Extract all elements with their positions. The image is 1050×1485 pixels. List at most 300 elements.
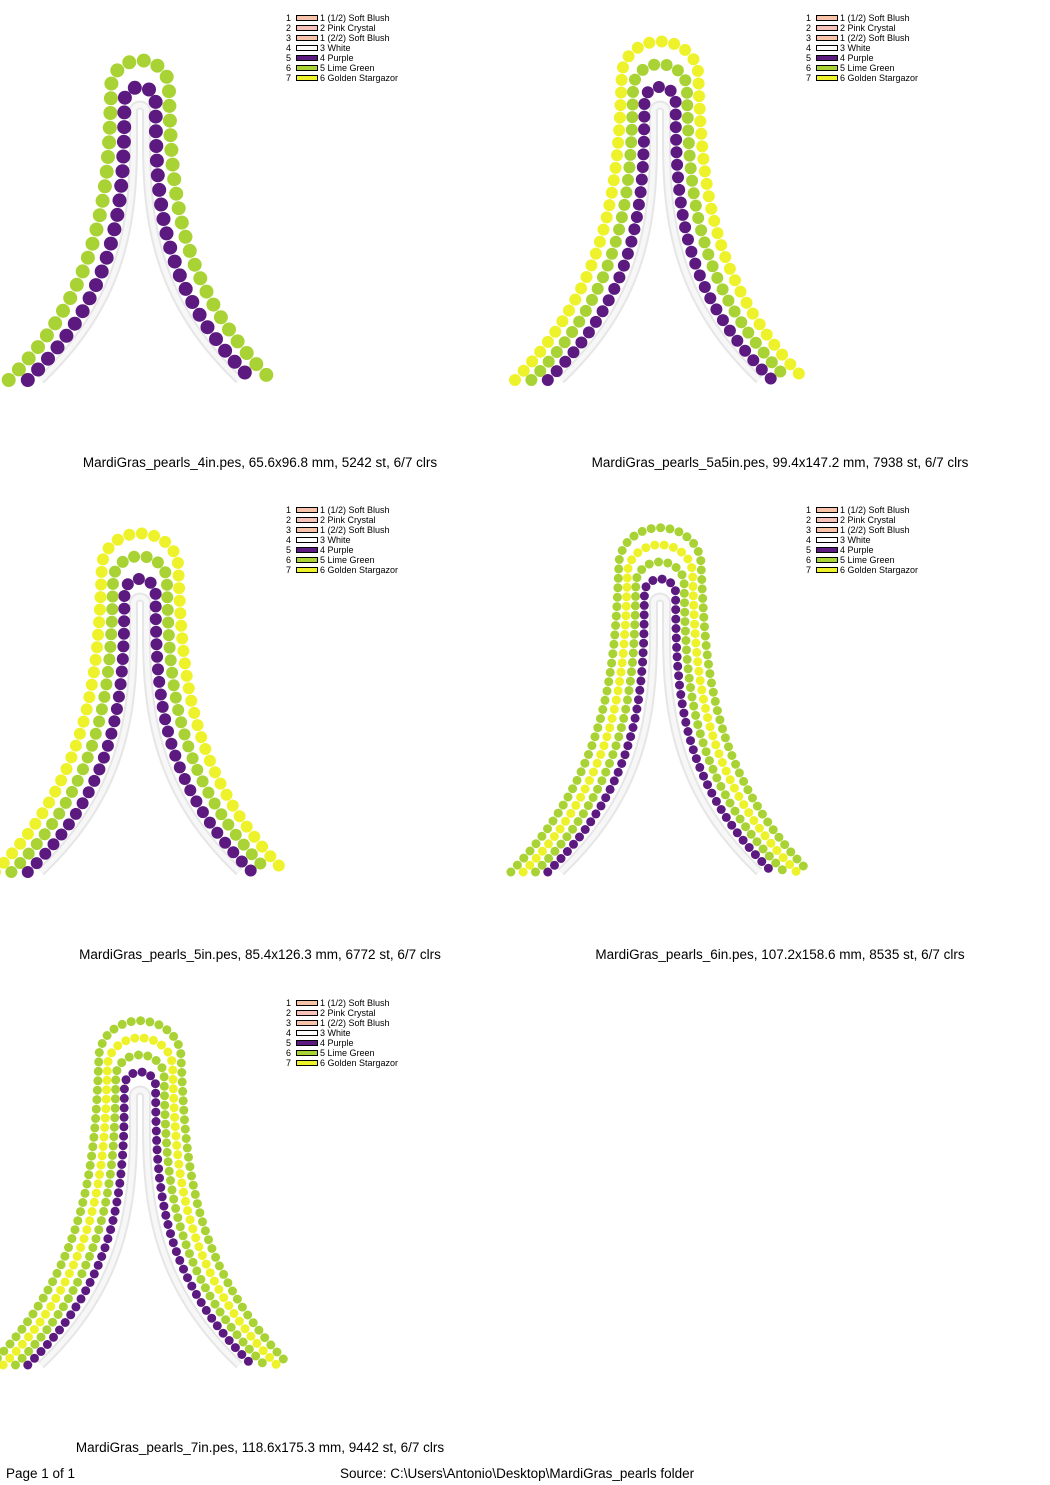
pearl: [608, 714, 617, 723]
pearl: [29, 1310, 38, 1319]
pearl: [618, 199, 630, 211]
pearl: [118, 628, 130, 640]
legend-label: 1 (1/2) Soft Blush: [320, 998, 390, 1008]
pearl: [117, 105, 131, 119]
legend-label: 1 (2/2) Soft Blush: [320, 1018, 390, 1028]
legend-row: [286, 43, 398, 53]
legend-number: 5: [286, 1038, 292, 1048]
pearl: [764, 864, 773, 873]
pearl: [104, 1057, 113, 1066]
pearl: [157, 1041, 166, 1050]
pearl: [219, 1293, 228, 1302]
pearl: [717, 805, 726, 814]
pearl: [708, 215, 720, 227]
pearl: [695, 763, 704, 772]
pearl: [168, 679, 180, 691]
pearl: [707, 678, 716, 687]
pearl: [24, 1347, 33, 1356]
legend-label: 5 Lime Green: [320, 1048, 375, 1058]
pearl: [648, 59, 660, 71]
pearl: [219, 1329, 228, 1338]
pearl: [98, 752, 110, 764]
pearl: [671, 146, 683, 158]
pearl: [171, 1204, 180, 1213]
pearl: [31, 857, 43, 869]
pearl: [150, 59, 164, 73]
pearl: [526, 355, 538, 367]
pearl: [543, 824, 552, 833]
pearl: [197, 775, 209, 787]
pearl: [621, 705, 630, 714]
pearl: [117, 1058, 126, 1067]
pearl: [671, 596, 680, 605]
pearl: [241, 1324, 250, 1333]
pearl: [29, 818, 41, 830]
pearl: [59, 329, 73, 343]
pearl: [739, 345, 751, 357]
pearl: [92, 1095, 101, 1104]
pearl: [519, 854, 528, 863]
pearl: [93, 1076, 102, 1085]
pearl: [59, 1302, 68, 1311]
pearl: [36, 807, 48, 819]
pearl: [744, 808, 753, 817]
color-swatch: [816, 557, 838, 563]
pearl: [100, 165, 114, 179]
pearl: [538, 861, 547, 870]
pearl: [768, 339, 780, 351]
pearl: [95, 1170, 104, 1179]
pearl: [606, 668, 615, 677]
pearl: [678, 570, 687, 579]
pearl: [623, 50, 635, 62]
pearl: [638, 123, 650, 135]
pearl: [710, 303, 722, 315]
satin-band: [561, 105, 759, 380]
pearl: [632, 42, 644, 54]
pearl: [169, 1075, 178, 1084]
pearl: [61, 763, 73, 775]
pearl: [627, 99, 639, 111]
pearl: [188, 1224, 197, 1233]
pearl: [106, 603, 118, 615]
pearl: [722, 767, 731, 776]
pearl: [603, 687, 612, 696]
legend-label: 5 Lime Green: [320, 63, 375, 73]
pearl: [73, 1252, 82, 1261]
pearl: [30, 1340, 39, 1349]
pearl: [24, 1332, 33, 1341]
pearl: [95, 1048, 104, 1057]
color-swatch: [296, 1040, 318, 1046]
legend-row: [806, 73, 918, 83]
pearl: [715, 715, 724, 724]
pearl: [222, 323, 236, 337]
pearl: [617, 61, 629, 73]
pearl: [680, 589, 689, 598]
pearl: [672, 171, 684, 183]
pearl: [90, 1123, 99, 1132]
pearl: [583, 326, 595, 338]
pearl: [167, 172, 181, 186]
pearl: [694, 547, 703, 556]
color-swatch: [816, 537, 838, 543]
legend-label: 4 Purple: [840, 53, 874, 63]
pearl: [614, 574, 623, 583]
satin-band: [41, 1090, 239, 1365]
pearl: [162, 617, 174, 629]
pearl: [679, 74, 691, 86]
pearl: [40, 328, 54, 342]
pearl: [176, 632, 188, 644]
pearl: [170, 1103, 179, 1112]
pearl: [778, 865, 787, 874]
pearl: [163, 1048, 172, 1057]
pearl: [5, 866, 17, 878]
pearl: [613, 124, 625, 136]
pearl: [749, 816, 758, 825]
pearl: [97, 1252, 106, 1261]
pearl: [638, 98, 650, 110]
color-swatch: [816, 35, 838, 41]
pearl: [698, 584, 707, 593]
pearl: [631, 601, 640, 610]
pearl: [122, 55, 136, 69]
pearl: [17, 1325, 26, 1334]
pearl: [151, 1108, 160, 1117]
pearl: [766, 839, 775, 848]
design-caption: MardiGras_pearls_6in.pes, 107.2x158.6 mm, 8535 st, 6/7 clrs: [595, 947, 965, 962]
pearl: [149, 124, 163, 138]
pearl: [750, 337, 762, 349]
pearl: [718, 758, 727, 767]
legend-row: [286, 535, 398, 545]
pearl: [675, 197, 687, 209]
pearl: [714, 749, 723, 758]
pearl: [161, 591, 173, 603]
legend-row: [806, 505, 918, 515]
pearl: [174, 1160, 183, 1169]
pearl: [18, 1340, 27, 1349]
pearl: [110, 1123, 119, 1132]
color-swatch: [296, 65, 318, 71]
pearl: [101, 1198, 110, 1207]
pearl: [763, 818, 772, 827]
pearl: [97, 1216, 106, 1225]
pearl: [633, 199, 645, 211]
pearl: [676, 690, 685, 699]
pearl: [204, 1235, 213, 1244]
pearl: [66, 786, 78, 798]
pearl: [584, 801, 593, 810]
legend-row: [806, 555, 918, 565]
pearl: [601, 793, 610, 802]
pearl: [234, 810, 246, 822]
pearl: [227, 846, 239, 858]
pearl: [154, 198, 168, 212]
pearl: [707, 260, 719, 272]
pearl: [183, 682, 195, 694]
pearl: [210, 1277, 219, 1286]
pearl: [607, 659, 616, 668]
legend-number: 3: [286, 525, 292, 535]
pearl: [89, 278, 103, 292]
pearl: [525, 861, 534, 870]
pearl: [86, 237, 100, 251]
pearl: [151, 168, 165, 182]
legend-number: 6: [286, 1048, 292, 1058]
pearl: [63, 291, 77, 305]
pearl: [701, 178, 713, 190]
pearl: [2, 373, 16, 387]
pearl: [690, 200, 702, 212]
pearl: [246, 848, 258, 860]
pearl: [209, 798, 221, 810]
pearl: [73, 1216, 82, 1225]
pearl: [76, 264, 90, 278]
pearl: [107, 591, 119, 603]
pearl: [580, 759, 589, 768]
pearl: [682, 234, 694, 246]
pearl: [693, 90, 705, 102]
pearl: [532, 839, 541, 848]
pearl: [173, 570, 185, 582]
pearl: [691, 629, 700, 638]
pearl: [689, 591, 698, 600]
pearl: [180, 1115, 189, 1124]
pearl: [671, 159, 683, 171]
pearl: [559, 356, 571, 368]
pearl: [112, 1066, 121, 1075]
pearl: [626, 732, 635, 741]
pearl: [151, 651, 163, 663]
color-swatch: [816, 547, 838, 553]
pearl: [635, 686, 644, 695]
pearl: [661, 59, 673, 71]
embroidery-preview: [540, 60, 780, 410]
pearl: [125, 1053, 134, 1062]
pearl: [610, 236, 622, 248]
pearl: [206, 298, 220, 312]
legend-number: 2: [286, 515, 292, 525]
pearl: [86, 1161, 95, 1170]
satin-band: [561, 105, 759, 380]
pearl: [246, 1332, 255, 1341]
color-swatch: [296, 557, 318, 563]
pearl: [650, 541, 659, 550]
pearl: [711, 697, 720, 706]
legend-number: 7: [286, 73, 292, 83]
pearl: [674, 527, 683, 536]
pearl: [765, 852, 774, 861]
legend-number: 7: [286, 1058, 292, 1068]
pearl: [168, 1185, 177, 1194]
pearl: [673, 184, 685, 196]
pearl: [43, 797, 55, 809]
pearl: [244, 1357, 253, 1366]
pearl: [94, 1067, 103, 1076]
pearl: [519, 868, 528, 877]
pearl: [69, 1286, 78, 1295]
pearl: [716, 782, 725, 791]
pearl: [165, 738, 177, 750]
pearl: [162, 84, 176, 98]
design-panel: [520, 0, 1040, 490]
pearl: [694, 269, 706, 281]
pearl: [117, 640, 129, 652]
legend-label: 1 (1/2) Soft Blush: [320, 505, 390, 515]
pearl: [682, 532, 691, 541]
color-swatch: [816, 65, 838, 71]
pearl: [668, 38, 680, 50]
pearl: [165, 1167, 174, 1176]
pearl: [168, 545, 180, 557]
page-number: Page 1 of 1: [6, 1466, 76, 1481]
pearl: [639, 648, 648, 657]
color-swatch: [296, 567, 318, 573]
pearl: [91, 641, 103, 653]
pearl: [94, 1057, 103, 1066]
pearl: [80, 1234, 89, 1243]
pearl: [118, 1020, 127, 1029]
pearl: [551, 346, 563, 358]
pearl: [160, 1101, 169, 1110]
pearl: [231, 334, 245, 348]
pearl: [574, 817, 583, 826]
pearl: [152, 183, 166, 197]
pearl: [771, 859, 780, 868]
pearl: [152, 1056, 161, 1065]
pearl: [640, 620, 649, 629]
pearl: [166, 1176, 175, 1185]
pearl: [618, 546, 627, 555]
color-swatch: [296, 55, 318, 61]
pearl: [525, 374, 537, 386]
pearl: [613, 271, 625, 283]
pearl: [575, 337, 587, 349]
pearl: [709, 688, 718, 697]
pearl: [601, 768, 610, 777]
pearl: [97, 553, 109, 565]
pearl: [708, 731, 717, 740]
pearl: [127, 1017, 136, 1026]
pearl: [576, 793, 585, 802]
legend-label: 4 Purple: [840, 545, 874, 555]
pearl: [77, 1269, 86, 1278]
pearl: [113, 193, 127, 207]
pearl: [630, 620, 639, 629]
pearl: [119, 1141, 128, 1150]
pearl: [83, 691, 95, 703]
pearl: [696, 140, 708, 152]
pearl: [681, 718, 690, 727]
pearl: [616, 74, 628, 86]
pearl: [584, 750, 593, 759]
pearl: [177, 1178, 186, 1187]
pearl: [557, 840, 566, 849]
pearl: [209, 766, 221, 778]
thread-legend: [806, 505, 918, 575]
pearl: [164, 1157, 173, 1166]
pearl: [623, 538, 632, 547]
pearl: [164, 143, 178, 157]
pearl: [173, 1150, 182, 1159]
pearl: [761, 831, 770, 840]
pearl: [228, 355, 242, 369]
pearl: [272, 1360, 281, 1369]
pearl: [592, 283, 604, 295]
pearl: [99, 1142, 108, 1151]
pearl: [690, 610, 699, 619]
pearl: [174, 607, 186, 619]
pearl: [614, 686, 623, 695]
pearl: [672, 624, 681, 633]
pearl: [641, 543, 650, 552]
pearl: [637, 64, 649, 76]
pearl: [639, 629, 648, 638]
legend-label: 2 Pink Crystal: [320, 515, 376, 525]
pearl: [31, 838, 43, 850]
pearl: [703, 190, 715, 202]
pearl: [137, 54, 151, 68]
pearl: [134, 1051, 143, 1060]
pearl: [116, 150, 130, 164]
pearl: [87, 1152, 96, 1161]
legend-row: [286, 555, 398, 565]
pearl: [613, 224, 625, 236]
pearl: [685, 162, 697, 174]
pearl: [152, 1127, 161, 1136]
color-swatch: [296, 527, 318, 533]
color-swatch: [296, 537, 318, 543]
legend-label: 2 Pink Crystal: [840, 515, 896, 525]
color-swatch: [296, 1060, 318, 1066]
pearl: [729, 306, 741, 318]
pearl: [12, 1347, 21, 1356]
pearl: [669, 543, 678, 552]
pearl: [692, 648, 701, 657]
pearl: [97, 1161, 106, 1170]
pearl: [593, 785, 602, 794]
pearl: [739, 800, 748, 809]
legend-row: [286, 1028, 398, 1038]
pearl: [238, 366, 252, 380]
pearl: [163, 629, 175, 641]
legend-row: [286, 1018, 398, 1028]
pearl: [172, 704, 184, 716]
pearl: [757, 857, 766, 866]
pearl: [563, 305, 575, 317]
pearl: [593, 759, 602, 768]
pearl: [111, 1207, 120, 1216]
pearl: [731, 335, 743, 347]
pearl: [218, 344, 232, 358]
pearl: [612, 741, 621, 750]
legend-number: 1: [286, 998, 292, 1008]
legend-row: [286, 1008, 398, 1018]
legend-label: 3 White: [320, 1028, 351, 1038]
pearl: [93, 1086, 102, 1095]
pearl: [120, 1085, 129, 1094]
pearl: [799, 862, 808, 871]
pearl: [96, 566, 108, 578]
pearl: [672, 634, 681, 643]
pearl: [169, 1195, 178, 1204]
pearl: [693, 657, 702, 666]
pearl: [100, 1123, 109, 1132]
pearl: [177, 1068, 186, 1077]
pearl: [758, 347, 770, 359]
